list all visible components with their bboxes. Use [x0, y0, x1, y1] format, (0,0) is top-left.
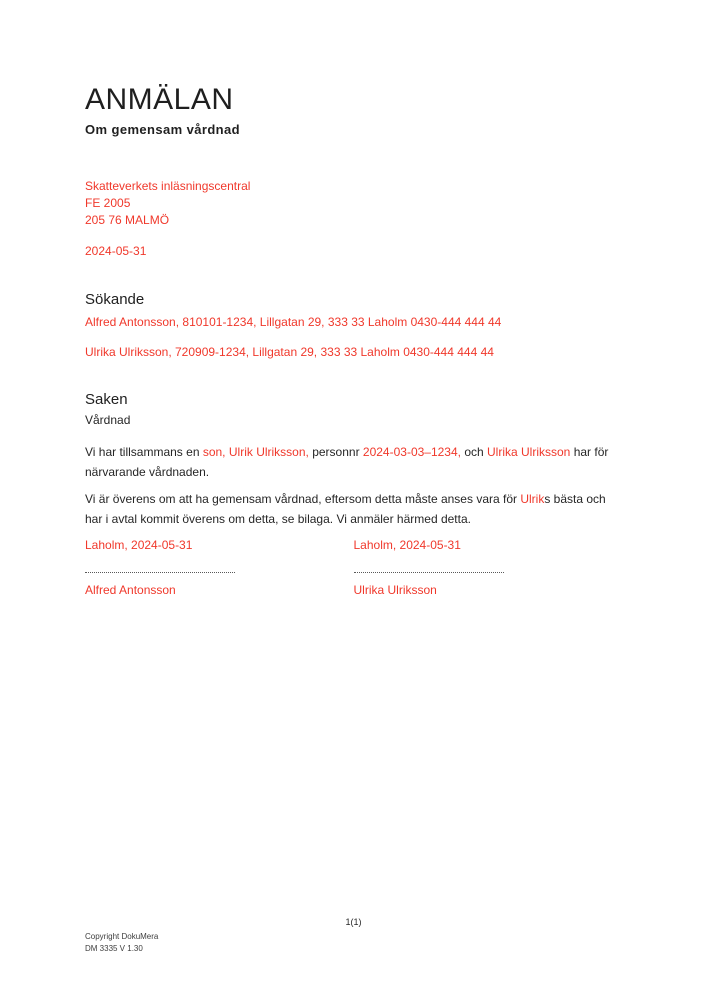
- field-value-text: Ulrik: [520, 492, 545, 506]
- document-title: ANMÄLAN: [85, 83, 234, 116]
- template-text: Vi har tillsammans en: [85, 445, 203, 459]
- signature-section: [85, 537, 622, 599]
- matter-heading: Saken: [85, 391, 128, 408]
- field-value-text: son,: [202, 445, 226, 459]
- recipient-address: [85, 178, 622, 229]
- applicants-heading: Sökande: [85, 291, 145, 308]
- body-paragraph-custody-facts: [85, 442, 622, 482]
- signature-name: Alfred Antonsson: [85, 583, 176, 597]
- signature-block-applicant-1: [85, 537, 354, 599]
- field-value-text: Ulrik Ulriksson,: [228, 445, 309, 459]
- signature-place-date: Laholm, 2024-05-31: [85, 538, 193, 552]
- copyright-line: Copyright DokuMera: [85, 932, 159, 941]
- signature-block-applicant-2: [354, 537, 623, 599]
- template-text: s bästa och har i avtal kommit överens om detta, se bilaga. Vi anmäler härmed detta.: [85, 492, 606, 526]
- body-paragraph-agreement: [85, 489, 622, 529]
- applicant-entry: Ulrika Ulriksson, 720909-1234, Lillgatan 29, 333 33 Laholm 0430-444 444 44: [85, 345, 494, 359]
- signature-name: Ulrika Ulriksson: [353, 583, 437, 597]
- recipient-line: Skatteverkets inläsningscentral: [85, 179, 251, 193]
- page-number: 1(1): [345, 917, 362, 927]
- signature-place-date: Laholm, 2024-05-31: [353, 538, 461, 552]
- recipient-line: FE 2005: [85, 196, 131, 210]
- applicant-entry: Alfred Antonsson, 810101-1234, Lillgatan 29, 333 33 Laholm 0430-444 444 44: [85, 315, 502, 329]
- template-text: personnr: [308, 445, 363, 459]
- template-text: Vi är överens om att ha gemensam vårdnad, eftersom detta måste anses vara för: [85, 492, 521, 506]
- recipient-line: 205 76 MALMÖ: [85, 213, 170, 227]
- document-subtitle: Om gemensam vårdnad: [85, 122, 240, 137]
- field-value-text: Ulrika Ulriksson: [487, 445, 571, 459]
- document-date: 2024-05-31: [85, 244, 147, 258]
- matter-subject: Vårdnad: [85, 413, 131, 427]
- version-number: DM 3335 V 1.30: [85, 943, 143, 953]
- signature-dotted-line: [85, 571, 235, 573]
- template-text: har för närvarande vårdnaden.: [85, 445, 609, 479]
- copyright-notice: [85, 931, 158, 954]
- signature-dotted-line: [354, 571, 504, 573]
- template-text: och: [461, 445, 488, 459]
- field-value-text: 2024-03-03–1234,: [362, 445, 461, 459]
